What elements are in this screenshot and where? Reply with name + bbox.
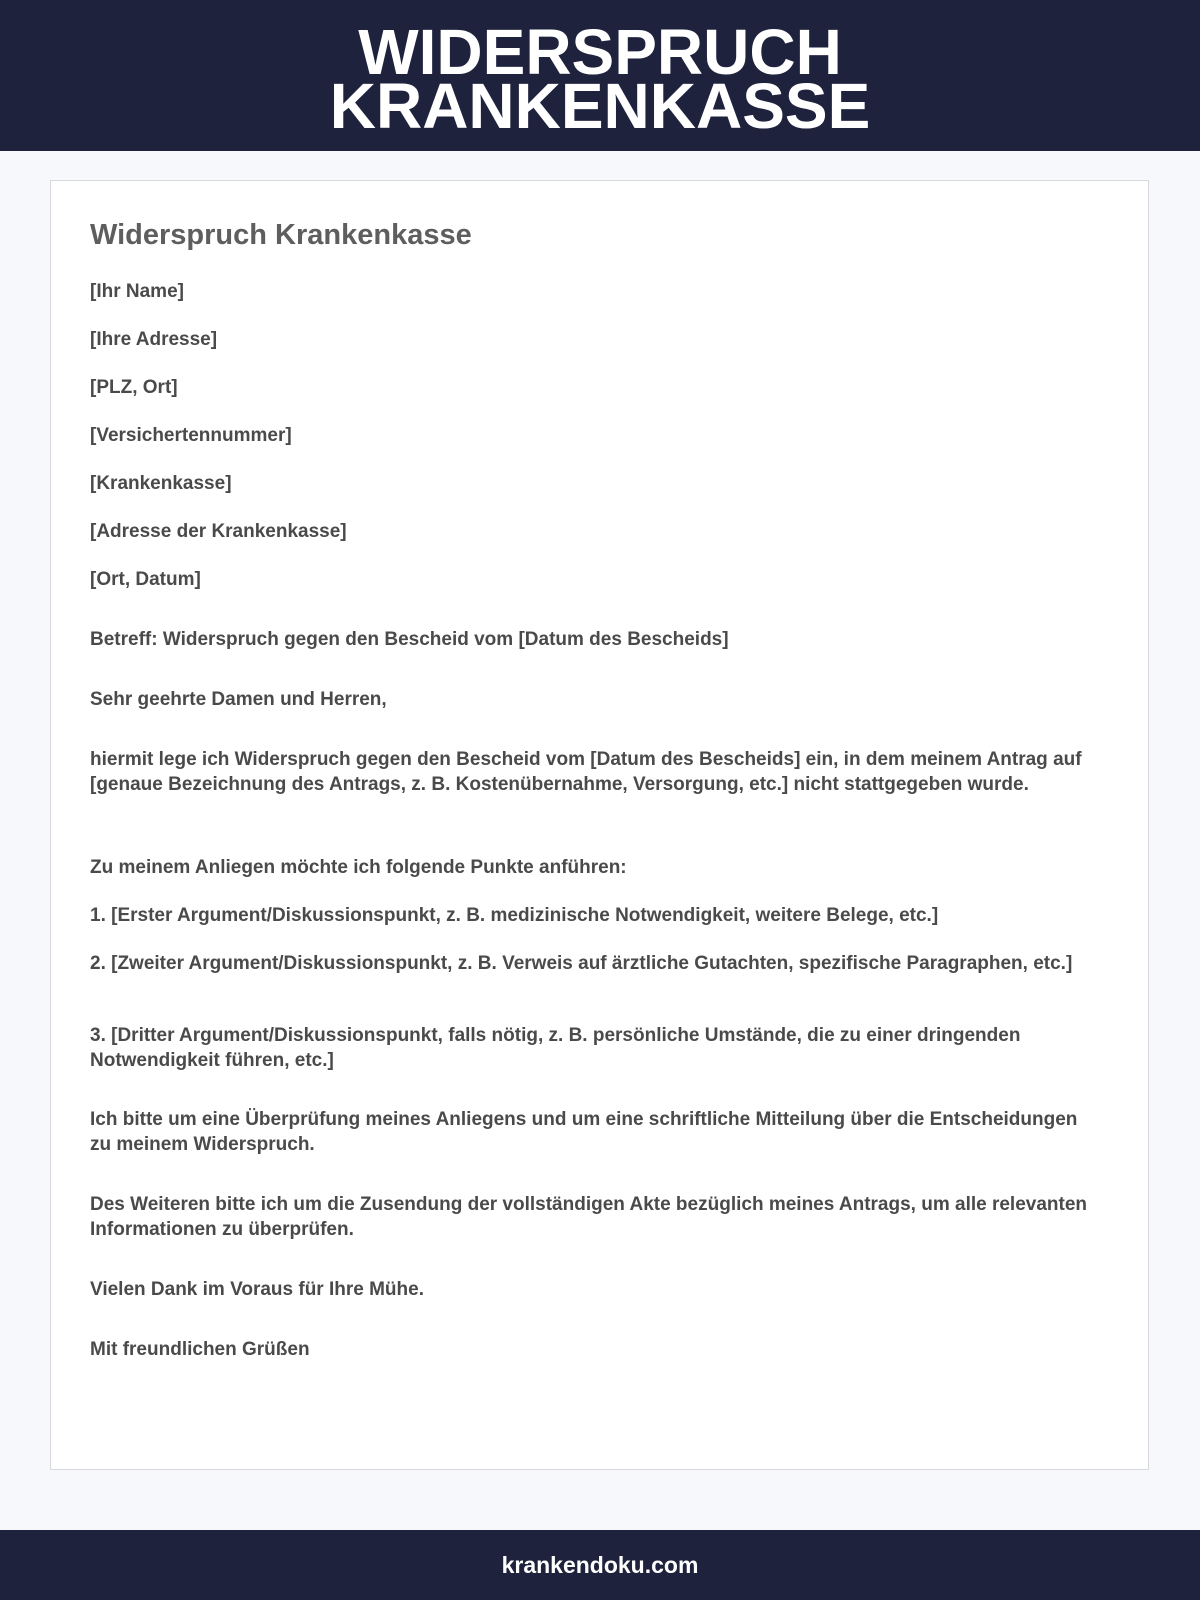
review-request-paragraph: Ich bitte um eine Überprüfung meines Anliegens und um eine schriftliche Mitteilung über die Entscheidungen zu meinem Widerspruch.: [90, 1109, 1078, 1155]
header-title: [329, 15, 871, 142]
insurance-number: [Versichertennummer]: [90, 425, 292, 446]
sender-name: [Ihr Name]: [90, 281, 184, 302]
recipient-address: [Adresse der Krankenkasse]: [90, 521, 347, 542]
sender-zip-city: [PLZ, Ort]: [90, 377, 178, 398]
thanks-line: Vielen Dank im Voraus für Ihre Mühe.: [90, 1279, 424, 1300]
sender-address: [Ihre Adresse]: [90, 329, 218, 350]
letter-card: [50, 180, 1149, 1470]
page-footer: [0, 1530, 1200, 1600]
closing-line: Mit freundlichen Grüßen: [90, 1339, 310, 1360]
point-item: 1. [Erster Argument/Diskussionspunkt, z. B. medizinische Notwendigkeit, weitere Belege, etc.]: [90, 905, 939, 926]
points-intro: Zu meinem Anliegen möchte ich folgende Punkte anführen:: [90, 857, 627, 878]
footer-site-name: krankendoku.com: [501, 1551, 699, 1578]
subject-line: Betreff: Widerspruch gegen den Bescheid vom [Datum des Bescheids]: [90, 629, 729, 650]
header-title-line-1: WIDERSPRUCH: [358, 15, 842, 88]
recipient-insurer: [Krankenkasse]: [90, 473, 232, 494]
intro-paragraph: hiermit lege ich Widerspruch gegen den Bescheid vom [Datum des Bescheids] ein, in dem meinem Antrag auf [genaue Bezeichnung des Antrags, z. B. Kostenübernahme, Versorgung, etc.] nicht stattgegeben wurde.: [90, 749, 1082, 795]
salutation: Sehr geehrte Damen und Herren,: [90, 689, 387, 710]
point-item: 3. [Dritter Argument/Diskussionspunkt, falls nötig, z. B. persönliche Umstände, die zu einer dringenden Notwendigkeit führen, etc.]: [90, 1025, 1021, 1071]
point-item: 2. [Zweiter Argument/Diskussionspunkt, z. B. Verweis auf ärztliche Gutachten, spezifische Paragraphen, etc.]: [90, 953, 1073, 974]
file-request-paragraph: Des Weiteren bitte ich um die Zusendung der vollständigen Akte bezüglich meines Antrags, um alle relevanten Informationen zu überprüfen.: [90, 1194, 1088, 1240]
page-header: [0, 0, 1200, 151]
place-date: [Ort, Datum]: [90, 569, 201, 590]
document-title: Widerspruch Krankenkasse: [90, 219, 472, 251]
header-title-line-2: KRANKENKASSE: [329, 69, 871, 142]
